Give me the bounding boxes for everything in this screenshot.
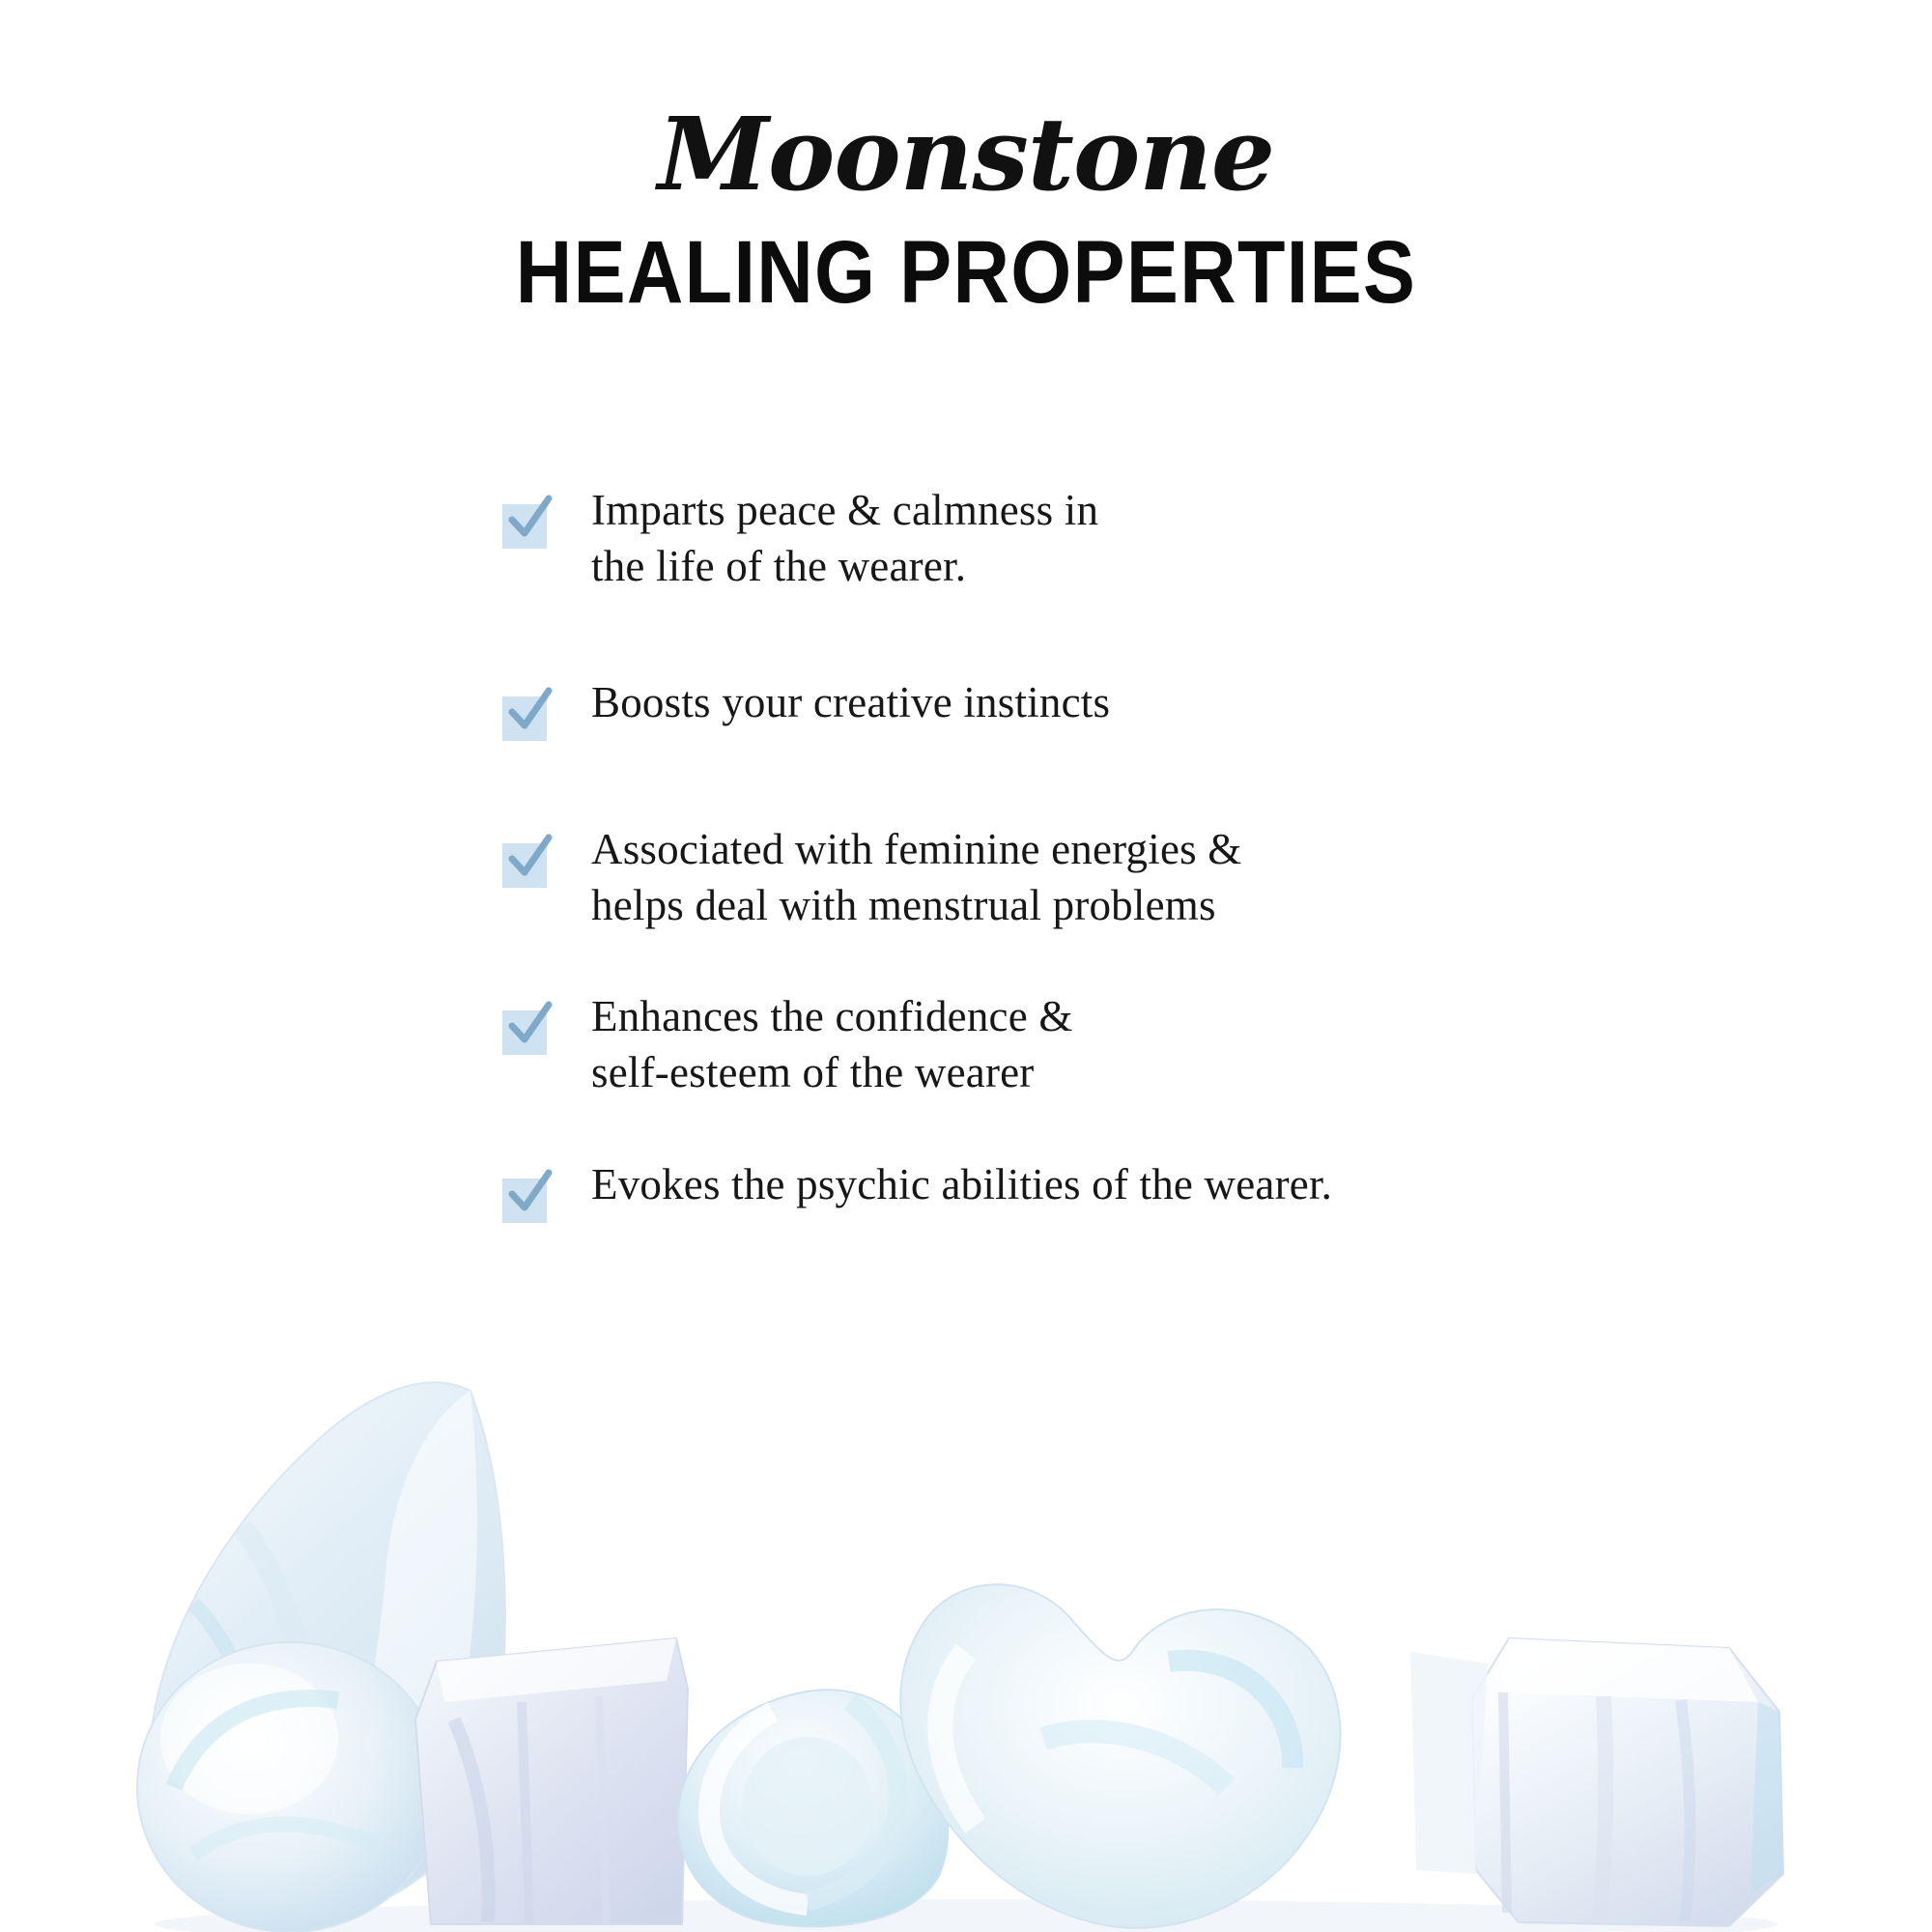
check-mark-icon: [508, 495, 553, 543]
moonstone-gemstones-group: [0, 1333, 1932, 1932]
stone-emerald-cut-right: [1472, 1638, 1783, 1926]
list-item-label: Enhances the confidence & self-esteem of the wearer: [591, 992, 1073, 1096]
stone-heart: [900, 1584, 1340, 1928]
checkbox-checked-icon[interactable]: [502, 843, 547, 888]
list-item-label: Boosts your creative instincts: [591, 678, 1111, 727]
list-item: [502, 483, 1565, 594]
list-item: [502, 1157, 1565, 1223]
page-title-script: Moonstone: [657, 95, 1275, 213]
list-item: [502, 675, 1565, 741]
stone-rough-block: [415, 1638, 688, 1924]
checkbox-checked-icon[interactable]: [502, 504, 547, 549]
healing-properties-list: [502, 483, 1565, 1223]
stone-oval-cabochon: [137, 1642, 442, 1932]
list-item: [502, 822, 1565, 933]
header: [0, 0, 1932, 320]
checkbox-checked-icon[interactable]: [502, 696, 547, 741]
list-item: [502, 989, 1565, 1100]
check-mark-icon: [508, 834, 553, 882]
stone-sliver-back-right: [1410, 1652, 1488, 1874]
check-mark-icon: [508, 687, 553, 735]
checkbox-checked-icon[interactable]: [502, 1179, 547, 1223]
check-mark-icon: [508, 1001, 553, 1049]
list-item-label: Imparts peace & calmness in the life of the wearer.: [591, 486, 1099, 590]
page-title-subheading: HEALING PROPERTIES: [515, 223, 1417, 322]
check-mark-icon: [508, 1169, 553, 1217]
list-item-label: Associated with feminine energies & helps deal with menstrual problems: [591, 825, 1242, 929]
checkbox-checked-icon[interactable]: [502, 1010, 547, 1055]
list-item-label: Evokes the psychic abilities of the wearer.: [591, 1159, 1333, 1208]
gemstones-illustration: [0, 1333, 1932, 1932]
